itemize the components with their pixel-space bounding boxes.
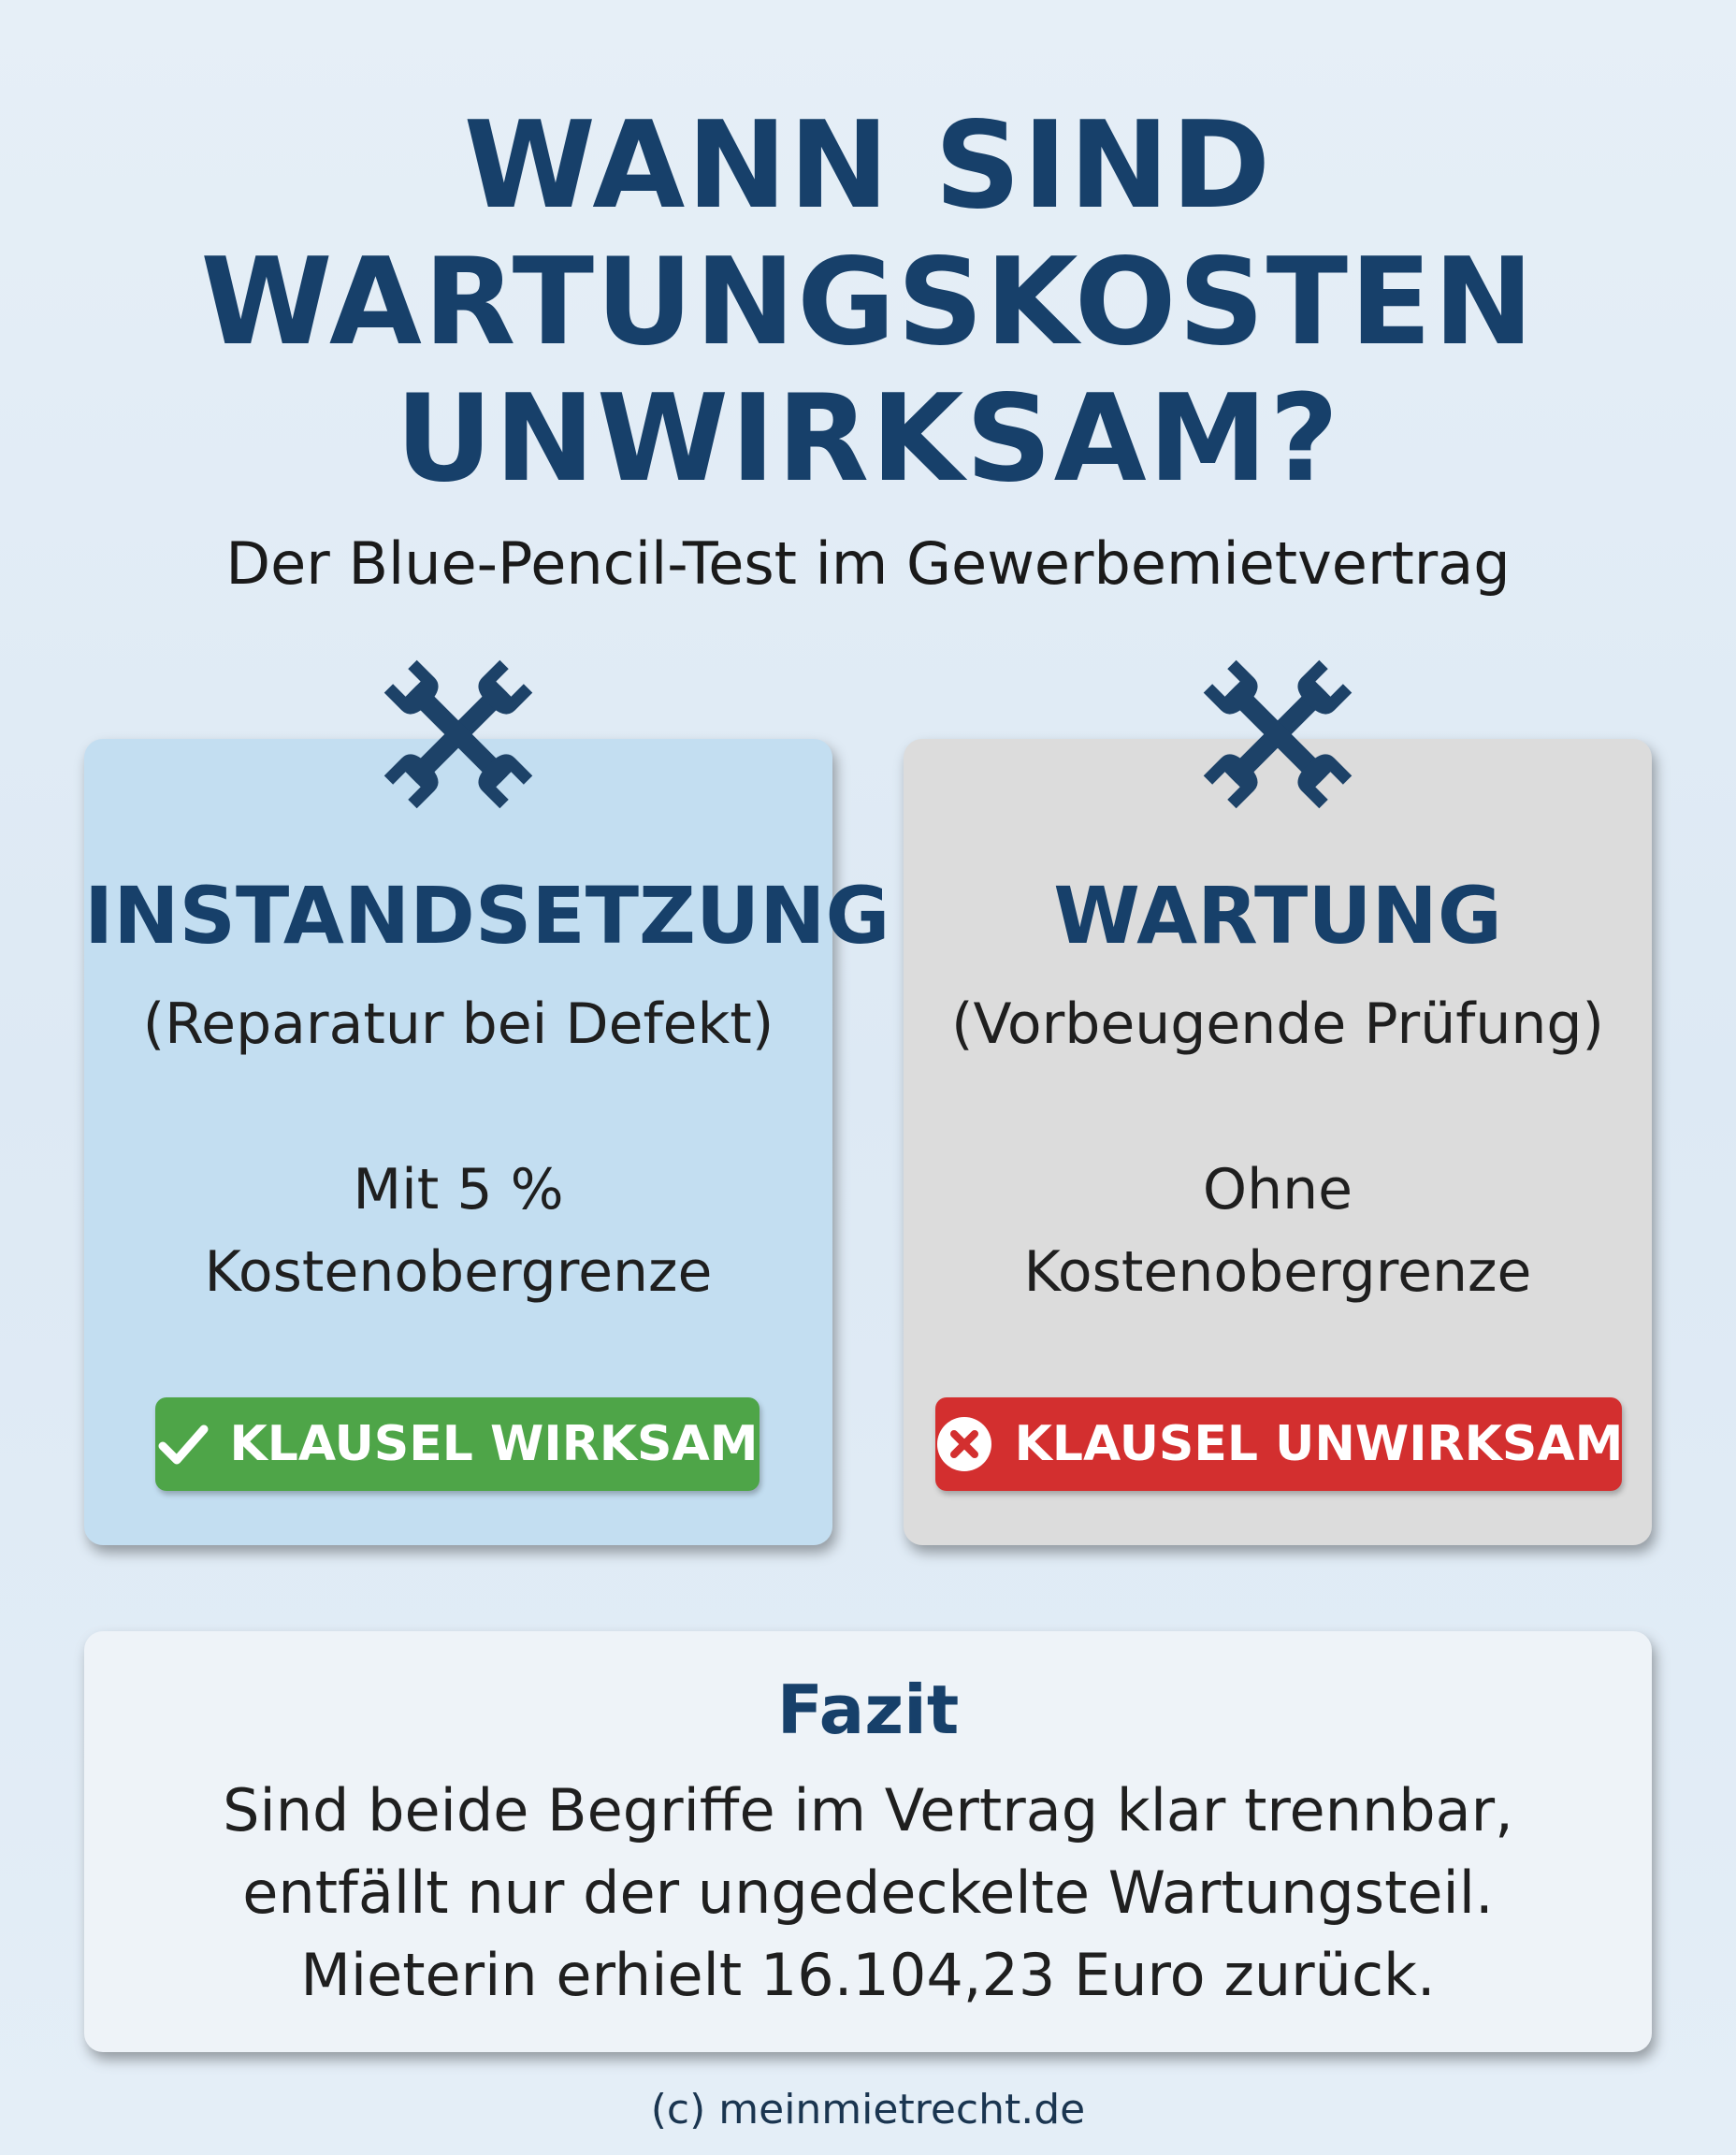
wrench-cross-icon — [1189, 645, 1367, 823]
card-body-line: Kostenobergrenze — [1023, 1239, 1532, 1305]
page-title — [0, 98, 1736, 508]
card-heading: INSTANDSETZUNG — [84, 870, 890, 962]
title-line-3: UNWIRKSAM? — [395, 369, 1341, 509]
card-instandsetzung — [84, 739, 890, 1545]
status-badge-unwirksam — [935, 1397, 1622, 1491]
fazit-line: Sind beide Begriffe im Vertrag klar trennbar, — [223, 1776, 1513, 1844]
copyright-footer: (c) meinmietrecht.de — [650, 2086, 1086, 2133]
card-heading: WARTUNG — [1053, 870, 1502, 962]
fazit-text — [84, 1770, 1652, 2017]
fazit-line: Mieterin erhielt 16.104,23 Euro zurück. — [300, 1941, 1436, 2009]
card-subheading: (Reparatur bei Defekt) — [142, 991, 774, 1057]
page-subtitle: Der Blue-Pencil-Test im Gewerbemietvertrag — [225, 529, 1511, 598]
card-body — [84, 1149, 832, 1313]
fazit-line: entfällt nur der ungedeckelte Wartungsteil. — [242, 1859, 1494, 1927]
card-body — [904, 1149, 1652, 1313]
fazit-box — [84, 1631, 1652, 2052]
badge-label: KLAUSEL WIRKSAM — [229, 1416, 759, 1472]
x-circle-icon — [934, 1414, 994, 1474]
check-icon — [157, 1418, 210, 1470]
card-body-line: Ohne — [1202, 1157, 1353, 1222]
card-body-line: Mit 5 % — [353, 1157, 564, 1222]
title-line-2: WARTUNGSKOSTEN — [200, 233, 1536, 372]
card-body-line: Kostenobergrenze — [204, 1239, 713, 1305]
card-subheading: (Vorbeugende Prüfung) — [951, 991, 1604, 1057]
wrench-cross-icon — [369, 645, 547, 823]
title-line-1: WANN SIND — [463, 96, 1273, 236]
card-wartung — [904, 739, 1652, 1545]
status-badge-wirksam — [155, 1397, 760, 1491]
badge-label: KLAUSEL UNWIRKSAM — [1014, 1416, 1624, 1472]
fazit-title: Fazit — [776, 1670, 960, 1749]
